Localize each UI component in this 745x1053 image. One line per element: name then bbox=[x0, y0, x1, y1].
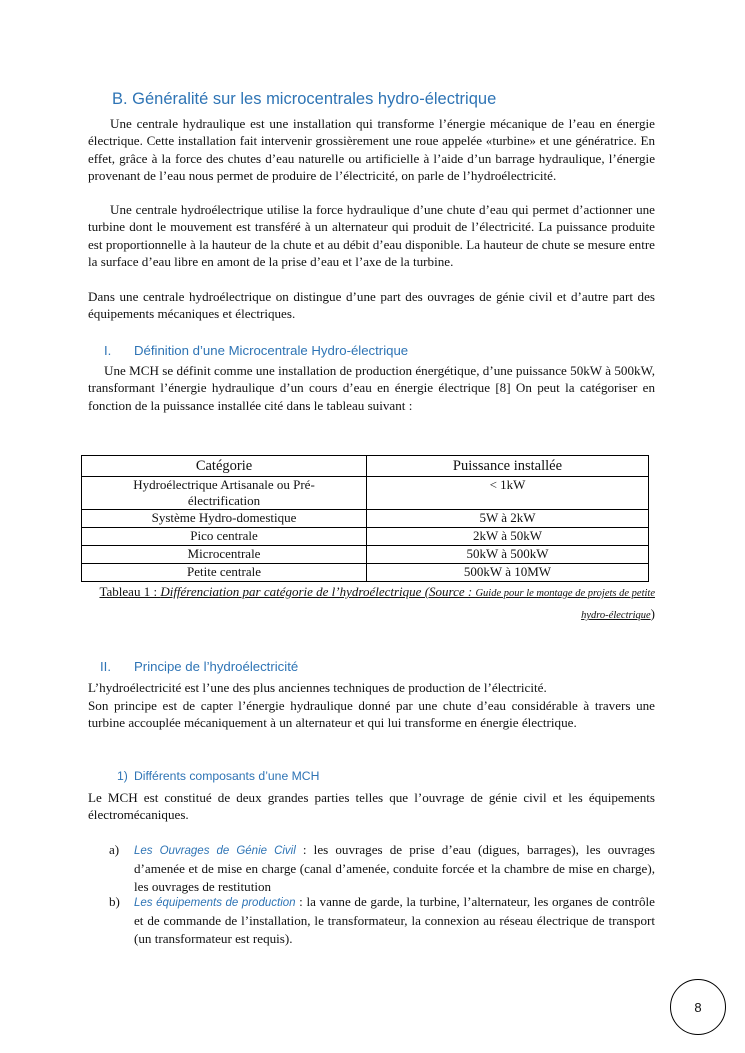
table-cell-category: Microcentrale bbox=[82, 546, 367, 564]
table-cell-power: 5W à 2kW bbox=[367, 510, 649, 528]
list-item-description: : les ouvrages de prise d’eau (digues, barrages), les ouvrages d’amenée et de mise en charge (canal d’amenée, conduite forcée et la chambre de mise en charge), les ouvrages de restitution bbox=[134, 842, 655, 894]
section-1-paragraph: Une MCH se définit comme une installation de production énergétique, d’une puissance 50kW à 500kW, transformant l’énergie hydraulique d’un cours d’eau en énergie électrique [8] On peut la catégoriser en fonction de la puissance installée cité dans le tableau suivant : bbox=[88, 363, 655, 413]
table-cell-power: 500kW à 10MW bbox=[367, 564, 649, 582]
section-b-paragraph-2: Une centrale hydroélectrique utilise la force hydraulique d’une chute d’eau qui permet d’actionner une turbine dont le mouvement est transféré à un alternateur qui produit de l’électricité. La puissance produite est proportionnelle à la hauteur de la chute et au débit d’eau disponible. La hauteur de chute se mesure entre la surface d’eau libre en amont de la prise d’eau et l’axe de la turbine. bbox=[88, 202, 655, 269]
caption-prefix: Tableau 1 : bbox=[99, 584, 161, 599]
section-2-number: II. bbox=[100, 659, 111, 674]
section-1-title: Définition d’une Microcentrale Hydro-électrique bbox=[134, 343, 409, 358]
list-item-text bbox=[134, 841, 655, 895]
list-item bbox=[109, 893, 655, 945]
table-cell-category: Hydroélectrique Artisanale ou Pré-électrification bbox=[82, 477, 367, 510]
table-cell-category: Petite centrale bbox=[82, 564, 367, 582]
section-1-heading bbox=[104, 343, 408, 358]
table-cell-power: 50kW à 500kW bbox=[367, 546, 649, 564]
table-cell-power: 2kW à 50kW bbox=[367, 528, 649, 546]
section-b-paragraph-1: Une centrale hydraulique est une installation qui transforme l’énergie mécanique de l’eau en énergie électrique. Cette installation fait intervenir grossièrement une roue appelée «turbine» et une génératrice. En effet, grâce à la force des chutes d’eau naturelle ou artificielle à l’aide d’un barrage hydraulique, l’énergie provenant de l’eau nous permet de produire de l’électricité, on parle de l’hydroélectricité. bbox=[88, 116, 655, 183]
table-header-row bbox=[82, 456, 649, 477]
list-item bbox=[109, 841, 655, 893]
page-number: 8 bbox=[670, 979, 726, 1035]
table-cell-category: Système Hydro-domestique bbox=[82, 510, 367, 528]
table-cell-category: Pico centrale bbox=[82, 528, 367, 546]
list-item-term: Les Ouvrages de Génie Civil bbox=[134, 845, 296, 857]
section-2-paragraph-2: Son principe est de capter l’énergie hydraulique donné par une chute d’eau considérable à travers une turbine accouplée mécaniquement à un alternateur et qui lui transforme en énergie électrique. bbox=[88, 698, 655, 731]
list-item-label: a) bbox=[109, 842, 120, 857]
list-item-text bbox=[134, 893, 655, 947]
table-cell-power: < 1kW bbox=[367, 477, 649, 510]
list-item-term: Les équipements de production bbox=[134, 897, 296, 909]
table-caption bbox=[88, 582, 655, 626]
caption-close: ) bbox=[650, 606, 655, 621]
section-b-heading: B. Généralité sur les microcentrales hydro-électrique bbox=[112, 90, 497, 108]
section-b-paragraph-3: Dans une centrale hydroélectrique on distingue d’une part des ouvrages de génie civil et d’autre part des équipements mécaniques et électriques. bbox=[88, 289, 655, 322]
table-row bbox=[82, 528, 649, 546]
table-header-power: Puissance installée bbox=[367, 456, 649, 477]
table-row bbox=[82, 546, 649, 564]
caption-source: Guide pour le montage de projets de petite hydro-électrique bbox=[475, 588, 655, 621]
subsection-1-number: 1) bbox=[117, 769, 128, 783]
power-category-table bbox=[81, 455, 649, 582]
subsection-1-title: Différents composants d’une MCH bbox=[134, 769, 320, 783]
table-row bbox=[82, 477, 649, 510]
table-header-category: Catégorie bbox=[82, 456, 367, 477]
list-item-label: b) bbox=[109, 894, 120, 909]
caption-title: Différenciation par catégorie de l’hydroélectrique (Source : bbox=[160, 584, 476, 599]
subsection-1-paragraph: Le MCH est constitué de deux grandes parties telles que l’ouvrage de génie civil et les équipements électromécaniques. bbox=[88, 790, 655, 823]
list-item-description: : la vanne de garde, la turbine, l’alternateur, les organes de contrôle et de commande de l’installation, le transformateur, la connexion au réseau électrique de transport (un transformateur est requis). bbox=[134, 894, 655, 946]
table-row bbox=[82, 510, 649, 528]
subsection-1-heading bbox=[117, 769, 319, 783]
table-row bbox=[82, 564, 649, 582]
section-2-heading bbox=[100, 659, 298, 674]
section-2-paragraph-1: L’hydroélectricité est l’une des plus anciennes techniques de production de l’électricité. bbox=[88, 680, 547, 695]
section-1-number: I. bbox=[104, 343, 112, 358]
section-2-title: Principe de l’hydroélectricité bbox=[134, 659, 299, 674]
